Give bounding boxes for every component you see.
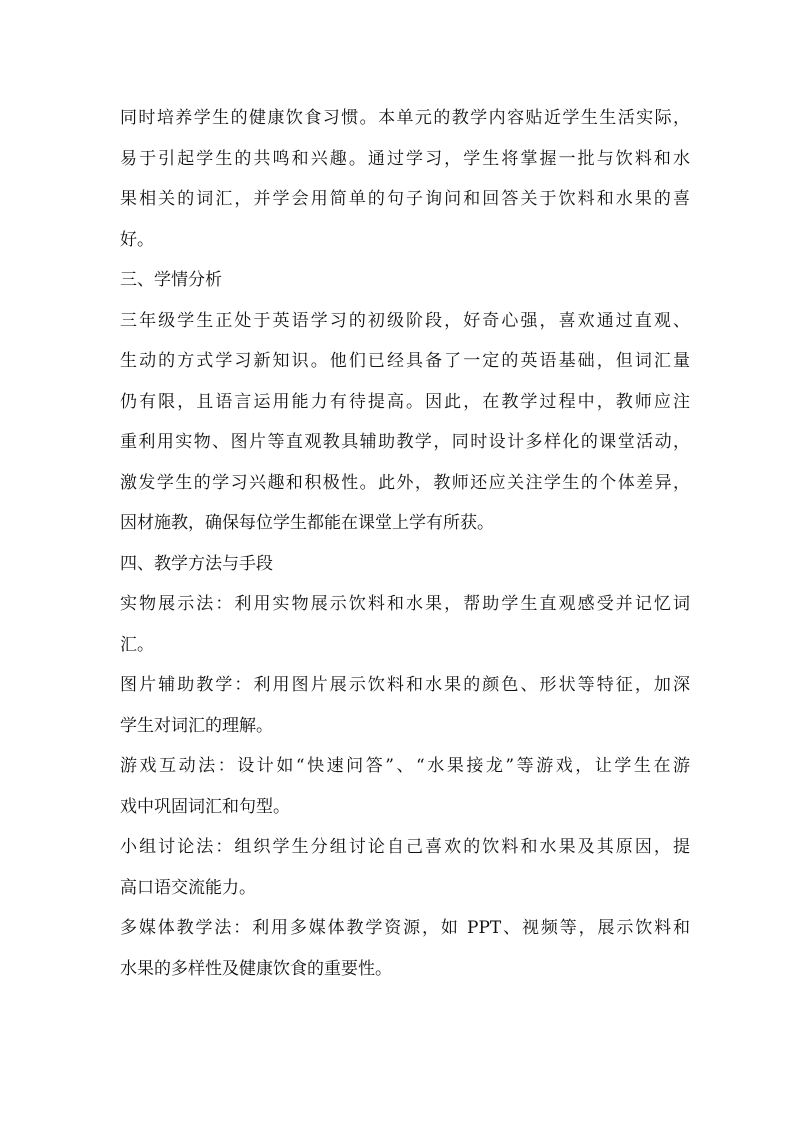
paragraph-line: 重利用实物、图片等直观教具辅助教学，同时设计多样化的课堂活动，: [120, 432, 690, 452]
method-line: 高口语交流能力。: [120, 877, 256, 898]
paragraph-line: 激发学生的学习兴趣和积极性。此外，教师还应关注学生的个体差异，: [120, 472, 690, 493]
paragraph-line: 果相关的词汇，并学会用简单的句子询问和回答关于饮料和水果的喜: [120, 189, 690, 209]
method-line: 小组讨论法：组织学生分组讨论自己喜欢的饮料和水果及其原因，提: [120, 837, 690, 857]
method-line: 实物展示法：利用实物展示饮料和水果，帮助学生直观感受并记忆词: [120, 594, 690, 614]
paragraph-line: 因材施教，确保每位学生都能在课堂上学有所获。: [120, 513, 494, 533]
document-body: [120, 98, 690, 989]
method-line: 多媒体教学法：利用多媒体教学资源，如 PPT、视频等，展示饮料和: [120, 918, 690, 938]
paragraph-line: 生动的方式学习新知识。他们已经具备了一定的英语基础，但词汇量: [120, 351, 690, 371]
method-line: 戏中巩固词汇和句型。: [120, 796, 290, 817]
method-line: 图片辅助教学：利用图片展示饮料和水果的颜色、形状等特征，加深: [120, 675, 690, 695]
method-line: 游戏互动法：设计如“快速问答”、“水果接龙”等游戏，让学生在游: [120, 756, 690, 776]
paragraph-line: 好。: [120, 229, 154, 250]
paragraph-line: 同时培养学生的健康饮食习惯。本单元的教学内容贴近学生生活实际，: [120, 108, 690, 128]
paragraph-line: 三年级学生正处于英语学习的初级阶段，好奇心强，喜欢通过直观、: [120, 310, 690, 331]
paragraph-line: 仍有限，且语言运用能力有待提高。因此，在教学过程中，教师应注: [120, 391, 690, 412]
section-heading-learner-analysis: 三、学情分析: [120, 270, 222, 290]
method-line: 水果的多样性及健康饮食的重要性。: [120, 958, 392, 979]
method-line: 学生对词汇的理解。: [120, 715, 273, 736]
section-heading-teaching-methods: 四、教学方法与手段: [120, 553, 273, 574]
method-line: 汇。: [120, 634, 154, 655]
paragraph-line: 易于引起学生的共鸣和兴趣。通过学习，学生将掌握一批与饮料和水: [120, 148, 690, 169]
